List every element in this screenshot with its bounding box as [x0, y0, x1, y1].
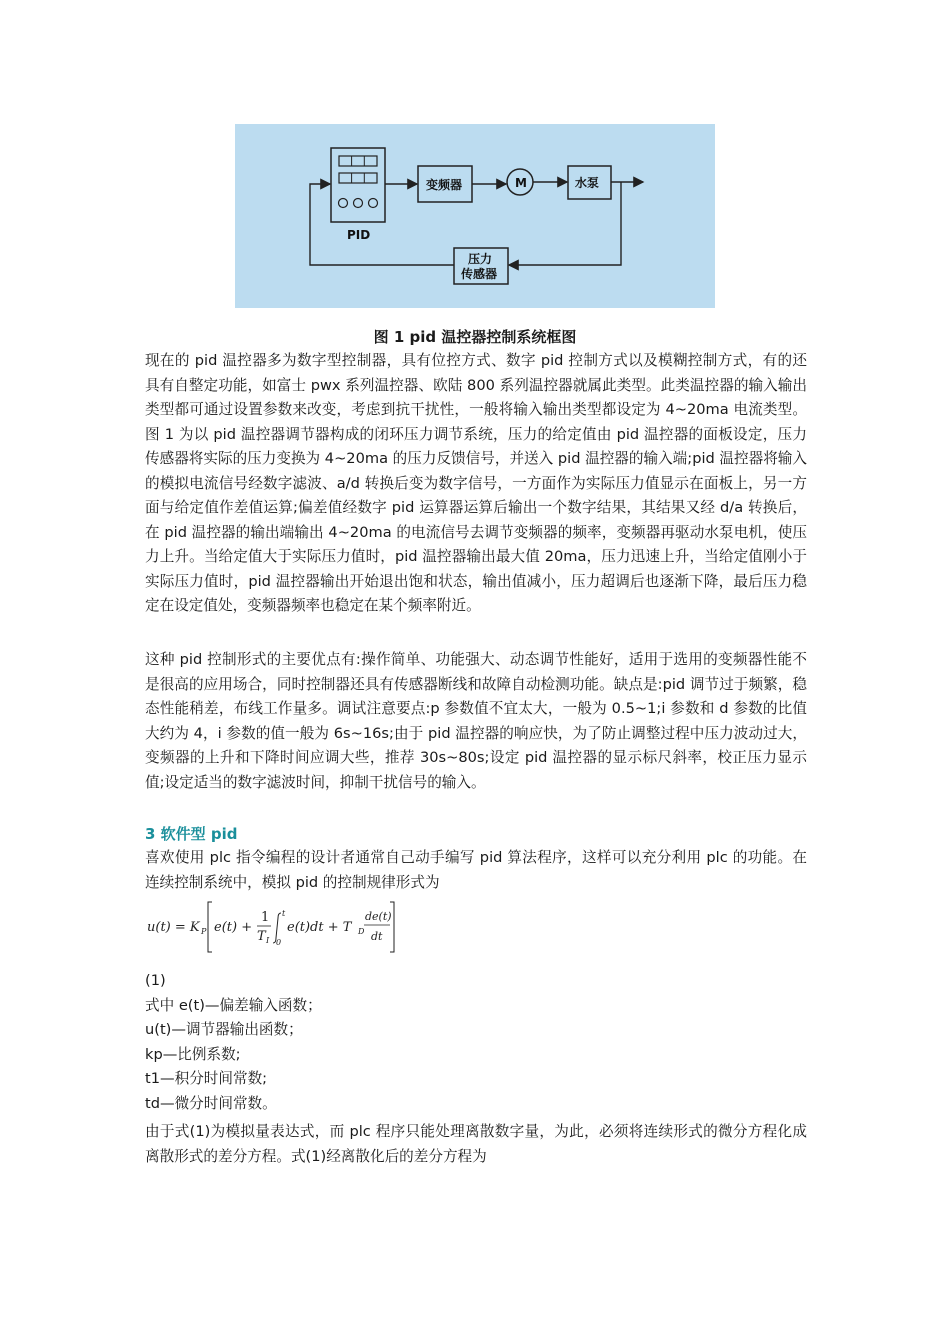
formula-integrand: e(t)dt + T — [287, 920, 352, 935]
paragraph-4-text: 由于式(1)为模拟量表达式，而 plc 程序只能处理离散数字量，为此，必须将连续形式的微分方程化成离散形式的差分方程。式(1)经离散化后的差分方程为 — [145, 1123, 807, 1165]
paragraph-2 — [145, 648, 807, 795]
knob-2 — [354, 199, 363, 208]
paragraph-3-text: 喜欢使用 plc 指令编程的设计者通常自己动手编写 pid 算法程序，这样可以充分利用 plc 的功能。在连续控制系统中，模拟 pid 的控制规律形式为 — [145, 849, 807, 891]
definition-item: u(t)—调节器输出函数； — [145, 1021, 303, 1038]
formula-e-term: e(t) + — [214, 920, 253, 935]
sensor-label-line2: 传感器 — [461, 267, 498, 281]
formula-td-sub: D — [358, 927, 365, 936]
formula-int-upper: t — [282, 909, 286, 918]
definition-item: 式中 e(t)—偏差输入函数； — [145, 996, 322, 1014]
definition-item: t1—积分时间常数; — [145, 1070, 268, 1087]
formula-ti-sub: I — [266, 936, 270, 945]
motor-label: M — [515, 176, 527, 190]
formula-frac-num: 1 — [261, 910, 270, 925]
definitions-block — [145, 969, 807, 1116]
formula-int-lower: 0 — [276, 938, 282, 947]
formula-deriv-den: dt — [371, 930, 383, 943]
inverter-label: 变频器 — [426, 178, 463, 192]
paragraph-4 — [145, 1120, 807, 1169]
formula-deriv-num: de(t) — [365, 910, 392, 923]
display-bar-2 — [339, 173, 377, 183]
pid-label: PID — [347, 228, 371, 242]
display-bar-1 — [339, 156, 377, 166]
figure-caption: 图 1 pid 温控器控制系统框图 — [373, 328, 577, 346]
pid-formula — [145, 898, 395, 956]
formula-graphic — [145, 898, 395, 956]
knob-3 — [369, 199, 378, 208]
pid-control-diagram — [235, 124, 715, 308]
block-diagram — [235, 124, 715, 308]
knob-1 — [339, 199, 348, 208]
paragraph-3 — [145, 846, 807, 895]
paragraph-1 — [145, 349, 807, 619]
equation-number: (1) — [145, 972, 166, 989]
definition-item: kp—比例系数; — [145, 1045, 241, 1063]
section-heading: 3 软件型 pid — [145, 825, 238, 843]
sensor-label-line1: 压力 — [468, 252, 493, 266]
pump-label: 水泵 — [575, 176, 600, 190]
definition-item: td—微分时间常数。 — [145, 1094, 277, 1112]
formula-lhs: u(t) = K — [147, 920, 200, 935]
paragraph-1-text: 现在的 pid 温控器多为数字型控制器，具有位控方式、数字 pid 控制方式以及模糊控制方式，有的还具有自整定功能，如富士 pwx 系列温控器、欧陆 800 系列温控器就属此类型。此类温控器的输入输出类型都可通过设置参数来改变，考虑到抗干扰性，一般将输入输出类型都设定为 4~20ma 电流类型。图 1 为以 pid 温控器调节器构成的闭环压力调节系统，压力的给定值由 pid 温控器的面板设定，压力传感器将实际的压力变换为 4~20ma 的压力反馈信号，并送入 pid 温控器的输入端;pid 温控器将输入的模拟电流信号经数字滤波、a/d 转换后变为数字信号，一方面作为实际压力值显示在面板上，另一方面与给定值作差值运算;偏差值经数字 pid 运算器运算后输出一个数字结果，其结果又经 d/a 转换后，在 pid 温控器的输出端输出 4~20ma 的电流信号去调节变频器的频率，变频器再驱动水泵电机，使压力上升。当给定值大于实际压力值时，pid 温控器输出最大值 20ma，压力迅速上升，当给定值刚小于实际压力值时，pid 温控器输出开始退出饱和状态，输出值减小，压力超调后也逐渐下降，最后压力稳定在设定值处，变频器频率也稳定在某个频率附近。 — [145, 352, 807, 614]
formula-kp-sub: P — [201, 927, 207, 936]
paragraph-2-text: 这种 pid 控制形式的主要优点有:操作简单、功能强大、动态调节性能好，适用于选用的变频器性能不是很高的应用场合，同时控制器还具有传感器断线和故障自动检测功能。缺点是:pid 调节过于频繁，稳态性能稍差，布线工作量多。调试注意要点:p 参数值不宜太大，一般为 0.5~1;i 参数和 d 参数的比值大约为 4，i 参数的值一般为 6s~16s;由于 pid 温控器的响应快，为了防止调整过程中压力波动过大，变频器的上升和下降时间应调大些，推荐 30s~80s;设定 pid 温控器的显示标尺斜率，校正压力显示值;设定适当的数字滤波时间，抑制干扰信号的输入。 — [145, 651, 807, 791]
formula-frac-den: T — [257, 929, 266, 944]
